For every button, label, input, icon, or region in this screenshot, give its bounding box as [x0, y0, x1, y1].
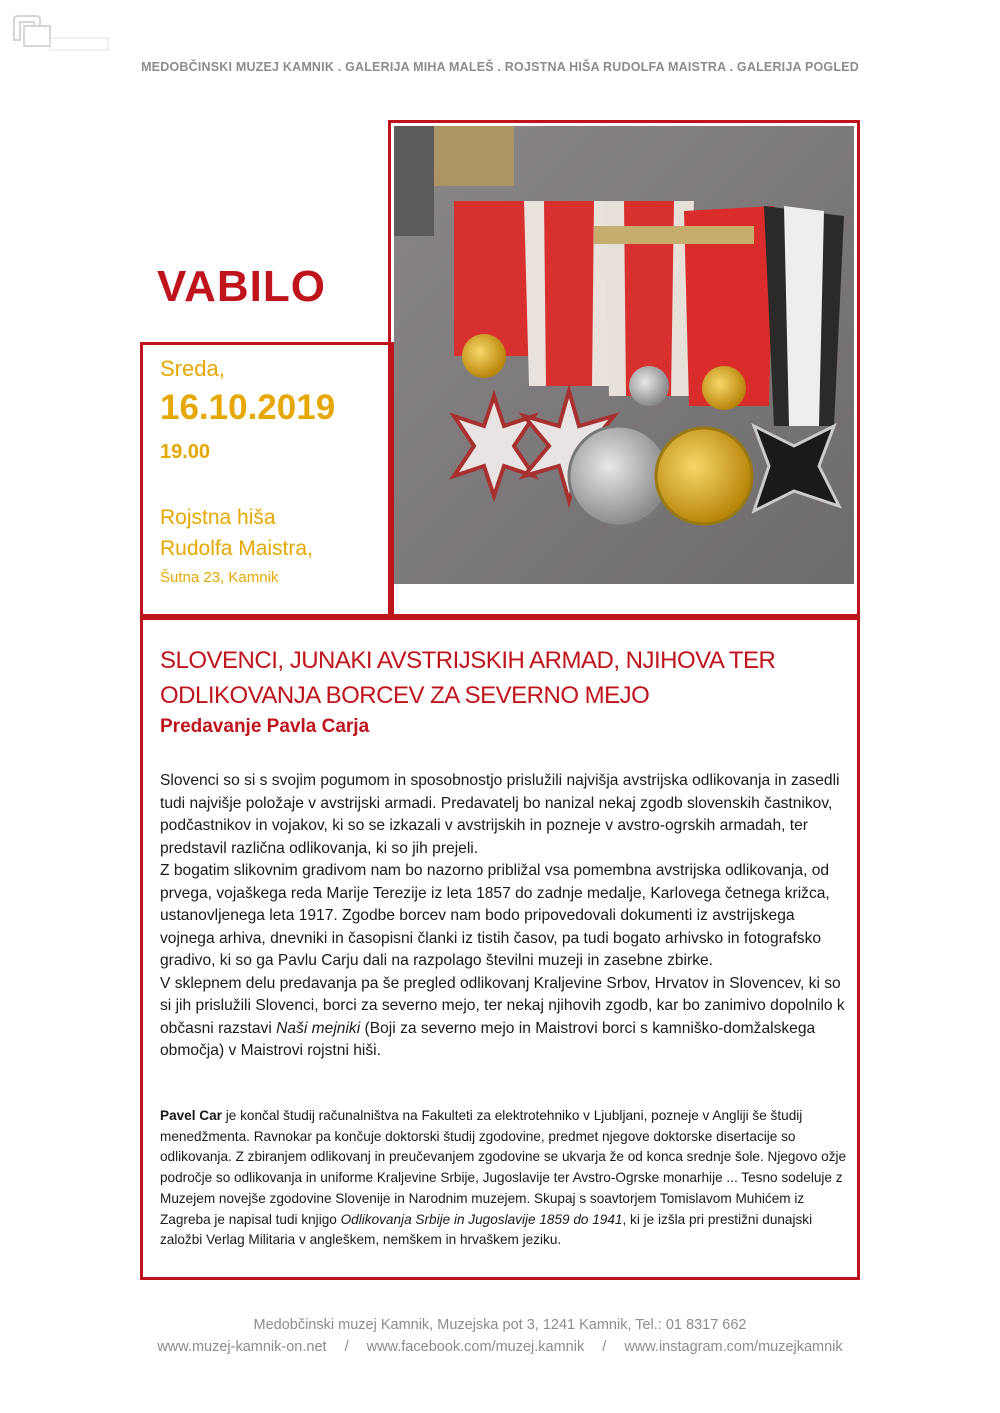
- bio-text-end: , ki je izšla pri prestižni dunajski založbi Verlag Militaria v angleškem, nemškem in hrvaškem jeziku.: [160, 1211, 813, 1248]
- lecture-title-line1: SLOVENCI, JUNAKI AVSTRIJSKIH ARMAD, NJIHOVA TER: [160, 647, 776, 674]
- paragraph-3: [160, 973, 850, 1063]
- invite-title: VABILO: [157, 262, 326, 311]
- speaker-bio: [160, 1106, 850, 1251]
- medals-photo: [394, 126, 854, 584]
- event-place-line2: Rudolfa Maistra,: [160, 537, 313, 560]
- footer-address: Medobčinski muzej Kamnik, Muzejska pot 3, 1241 Kamnik, Tel.: 01 8317 662: [253, 1317, 747, 1333]
- museum-logo: [10, 10, 110, 60]
- event-day: Sreda,: [160, 356, 225, 381]
- paragraph-1: Slovenci so si s svojim pogumom in sposobnostjo prislužili najvišja avstrijska odlikovanja in zasedli tudi najvišje položaje v avstrijski armadi. Predavatelj bo nanizal nekaj zgodb slovenskih častnikov, podčastnikov in vojakov, ki so se izkazali v avstrijskih in pozneje v avstro-ogrskih armadah, ter predstavil različna odlikovanja, ki so jih prejeli.: [160, 772, 840, 857]
- facebook-link[interactable]: www.facebook.com/muzej.kamnik: [366, 1339, 585, 1355]
- paragraph-3-end: (Boji za severno mejo in Maistrovi borci s kamniško-domžalskega območja) v Maistrovi rojstni hiši.: [160, 1019, 816, 1059]
- exhibition-title: Naši mejniki: [276, 1019, 361, 1037]
- instagram-link[interactable]: www.instagram.com/muzejkamnik: [624, 1339, 843, 1355]
- event-place-line1: Rojstna hiša: [160, 506, 276, 529]
- event-date: 16.10.2019: [160, 388, 336, 427]
- event-time: 19.00: [160, 441, 211, 463]
- book-title: Odlikovanja Srbije in Jugoslavije 1859 do 1941: [340, 1211, 623, 1227]
- lecture-subtitle: Predavanje Pavla Carja: [160, 716, 370, 737]
- bio-text-start: je končal študij računalništva na Fakulteti za elektrotehniko v Ljubljani, pozneje v Angliji še študij menedžmenta. Ravnokar pa končuje doktorski študij zgodovine, predmet njegove doktorske disertacije so odlikovanja. Z zbiranjem odlikovanj in preučevanjem zgodovine se ukvarja že od konca srednje šole. Njegovo ožje področje so odlikovanja in uniforme Kraljevine Srbije, Jugoslavije ter Avstro-Ogrske monarhije ... Tesno sodeluje z Muzejem novejše zgodovine Slovenije in Narodnim muzejem. Skupaj s soavtorjem Tomislavom Muhićem iz Zagreba je napisal tudi knjigo: [160, 1108, 847, 1227]
- footer-separator: /: [344, 1339, 349, 1355]
- lecture-description: [160, 770, 850, 1063]
- paragraph-3-start: V sklepnem delu predavanja pa še pregled odlikovanj Kraljevine Srbov, Hrvatov in Slovencev, ki so si jih prislužili Slovenci, borci za severno mejo, ter nekaj njihovih zgodb, kar bo zanimivo dopolnilo k občasni razstavi: [160, 974, 845, 1037]
- event-address: Šutna 23, Kamnik: [160, 569, 279, 586]
- header-institutions: MEDOBČINSKI MUZEJ KAMNIK . GALERIJA MIHA MALEŠ . ROJSTNA HIŠA RUDOLFA MAISTRA . GALERIJA POGLED: [141, 60, 859, 74]
- website-link[interactable]: www.muzej-kamnik-on.net: [157, 1339, 327, 1355]
- lecture-title: [160, 643, 850, 713]
- lecture-title-line2: ODLIKOVANJA BORCEV ZA SEVERNO MEJO: [160, 682, 650, 709]
- footer-separator: /: [602, 1339, 607, 1355]
- speaker-name: Pavel Car: [160, 1108, 222, 1123]
- paragraph-2: Z bogatim slikovnim gradivom nam bo nazorno približal vsa pomembna avstrijska odlikovanja, od prvega, vojaškega reda Marije Terezije iz leta 1857 do zadnje medalje, Karlovega četnega križca, ustanovljenega leta 1917. Zgodbe borcev nam bodo pripovedovali dokumenti iz avstrijskega vojnega arhiva, dnevniki in časopisni članki iz tistih časov, pa tudi bogato arhivsko in fotografsko gradivo, ki so ga Pavlu Carju dali na razpolago številni muzeji in zasebne zbirke.: [160, 862, 830, 969]
- footer-links: [0, 1339, 1000, 1355]
